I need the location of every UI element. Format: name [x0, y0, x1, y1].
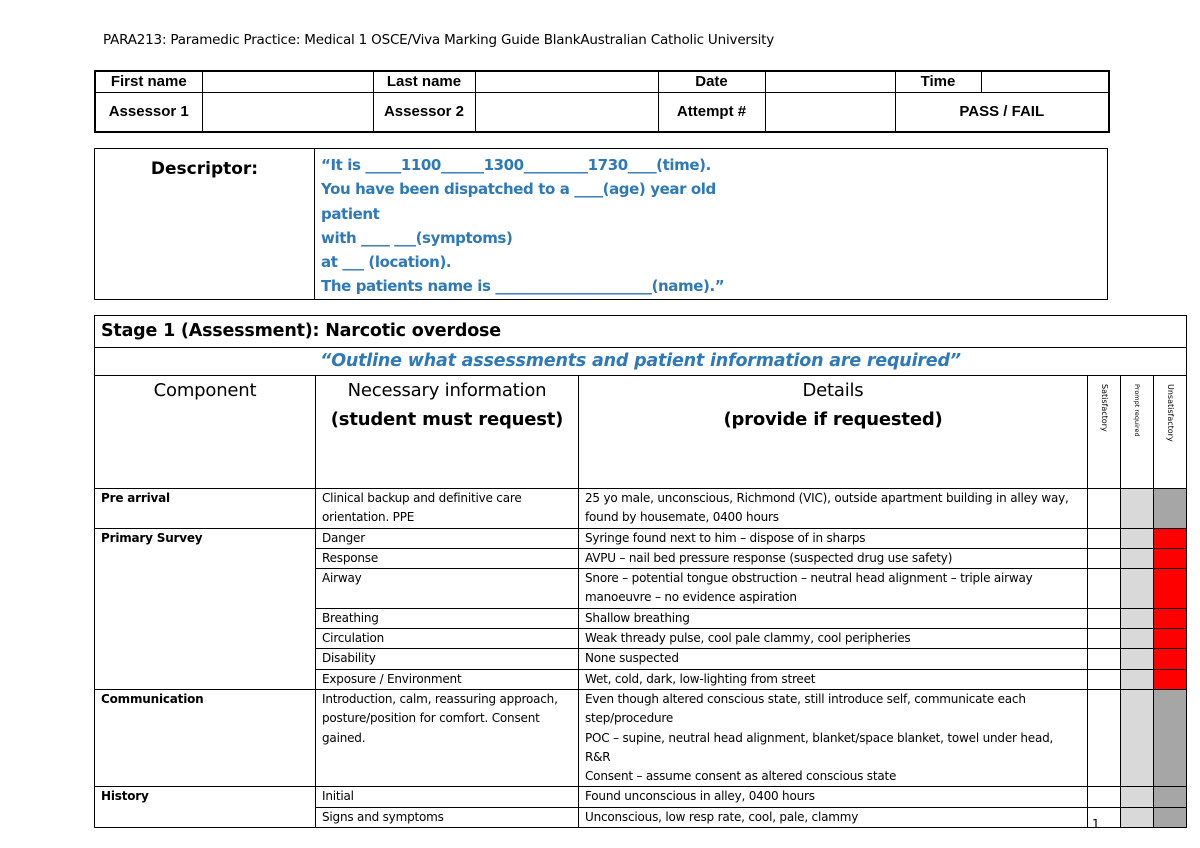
descriptor-line-5: at ___ (location). — [321, 253, 452, 272]
unsatisfactory-checkbox[interactable] — [1154, 807, 1187, 827]
satisfactory-checkbox[interactable] — [1088, 489, 1121, 529]
satisfactory-checkbox[interactable] — [1088, 528, 1121, 548]
first-name-field[interactable] — [202, 71, 373, 92]
necessary-info-cell: Circulation — [316, 629, 579, 649]
unsatisfactory-header-label: Unsatisfactory — [1166, 384, 1176, 442]
component-cell: Primary Survey — [95, 528, 316, 689]
details-line: Even though altered conscious state, still introduce self, communicate each step/procedure — [585, 691, 1026, 726]
component-cell: History — [95, 787, 316, 828]
assessor2-label: Assessor 2 — [373, 92, 475, 132]
unsatisfactory-checkbox[interactable] — [1154, 787, 1187, 807]
table-row — [95, 489, 1187, 529]
date-field[interactable] — [765, 71, 895, 92]
prompt-required-checkbox[interactable] — [1121, 528, 1154, 548]
satisfactory-header-label: Satisfactory — [1100, 384, 1109, 432]
details-cell: 25 yo male, unconscious, Richmond (VIC), outside apartment building in alley way, found by housemate, 0400 hours — [579, 489, 1088, 529]
descriptor-divider — [314, 149, 315, 299]
time-label: Time — [895, 71, 981, 92]
component-cell: Pre arrival — [95, 489, 316, 529]
details-line: Consent – assume consent as altered conscious state — [585, 769, 897, 784]
details-cell: Snore – potential tongue obstruction – neutral head alignment – triple airway manoeuvre – no evidence aspiration — [579, 569, 1088, 609]
prompt-required-checkbox[interactable] — [1121, 629, 1154, 649]
details-cell: Wet, cold, dark, low-lighting from street — [579, 669, 1088, 689]
descriptor-line-2: You have been dispatched to a ____(age) year old — [321, 180, 716, 199]
prompt-header-label: Prompt required — [1133, 384, 1141, 437]
prompt-required-checkbox[interactable] — [1121, 569, 1154, 609]
last-name-field[interactable] — [475, 71, 658, 92]
descriptor-label: Descriptor: — [150, 159, 259, 179]
satisfactory-checkbox[interactable] — [1088, 689, 1121, 786]
prompt-required-checkbox[interactable] — [1121, 689, 1154, 786]
prompt-required-checkbox[interactable] — [1121, 649, 1154, 669]
descriptor-line-4: with ____ ___(symptoms) — [321, 228, 513, 247]
satisfactory-checkbox[interactable] — [1088, 787, 1121, 807]
unsatisfactory-critical-checkbox[interactable] — [1154, 669, 1187, 689]
unsatisfactory-critical-checkbox[interactable] — [1154, 649, 1187, 669]
assessor2-field[interactable] — [475, 92, 658, 132]
details-cell: Syringe found next to him – dispose of in sharps — [579, 528, 1088, 548]
assessor1-field[interactable] — [202, 92, 373, 132]
table-row — [95, 787, 1187, 807]
unsatisfactory-critical-checkbox[interactable] — [1154, 608, 1187, 628]
last-name-label: Last name — [373, 71, 475, 92]
attempt-label: Attempt # — [658, 92, 765, 132]
stage-subtitle: “Outline what assessments and patient information are required” — [95, 348, 1187, 376]
unsatisfactory-header — [1154, 376, 1187, 489]
necessary-info-cell: Exposure / Environment — [316, 669, 579, 689]
necessary-info-cell: Introduction, calm, reassuring approach, posture/position for comfort. Consent gained. — [316, 689, 579, 786]
attempt-field[interactable] — [765, 92, 895, 132]
prompt-header — [1121, 376, 1154, 489]
details-cell: Found unconscious in alley, 0400 hours — [579, 787, 1088, 807]
component-header-label: Component — [153, 380, 257, 401]
time-field[interactable] — [981, 71, 1109, 92]
satisfactory-checkbox[interactable] — [1088, 629, 1121, 649]
necessary-info-cell: Danger — [316, 528, 579, 548]
details-line: POC – supine, neutral head alignment, blanket/space blanket, towel under head, R&R — [585, 730, 1054, 764]
descriptor-line-6: The patients name is ______________________(name).” — [321, 277, 725, 296]
prompt-required-checkbox[interactable] — [1121, 669, 1154, 689]
prompt-required-checkbox[interactable] — [1121, 787, 1154, 807]
details-cell: Unconscious, low resp rate, cool, pale, clammy — [579, 807, 1088, 827]
first-name-label: First name — [95, 71, 202, 92]
unsatisfactory-checkbox[interactable] — [1154, 489, 1187, 529]
info-header — [316, 376, 579, 489]
table-row — [95, 689, 1187, 786]
details-header-line2: (provide if requested) — [723, 409, 943, 430]
prompt-required-checkbox[interactable] — [1121, 548, 1154, 568]
prompt-required-checkbox[interactable] — [1121, 807, 1154, 827]
necessary-info-cell: Signs and symptoms — [316, 807, 579, 827]
prompt-required-checkbox[interactable] — [1121, 489, 1154, 529]
table-row — [95, 528, 1187, 548]
prompt-required-checkbox[interactable] — [1121, 608, 1154, 628]
info-header-line1: Necessary information — [347, 380, 547, 401]
necessary-info-cell: Clinical backup and definitive care orientation. PPE — [316, 489, 579, 529]
details-cell: Weak thready pulse, cool pale clammy, cool peripheries — [579, 629, 1088, 649]
details-cell — [579, 689, 1088, 786]
unsatisfactory-checkbox[interactable] — [1154, 689, 1187, 786]
component-header — [95, 376, 316, 489]
assessor1-label: Assessor 1 — [95, 92, 202, 132]
necessary-info-cell: Initial — [316, 787, 579, 807]
details-header — [579, 376, 1088, 489]
date-label: Date — [658, 71, 765, 92]
page-number: 1 — [1092, 817, 1100, 831]
satisfactory-checkbox[interactable] — [1088, 608, 1121, 628]
necessary-info-cell: Disability — [316, 649, 579, 669]
document-header: PARA213: Paramedic Practice: Medical 1 OSCE/Viva Marking Guide BlankAustralian Catholic University — [103, 32, 775, 48]
descriptor-line-3: patient — [321, 204, 380, 223]
stage-assessment-table — [94, 315, 1187, 828]
component-cell: Communication — [95, 689, 316, 786]
descriptor-cell — [95, 149, 1108, 300]
stage-title: Stage 1 (Assessment): Narcotic overdose — [95, 316, 1187, 348]
unsatisfactory-critical-checkbox[interactable] — [1154, 528, 1187, 548]
info-header-line2: (student must request) — [330, 409, 564, 430]
necessary-info-cell: Airway — [316, 569, 579, 609]
unsatisfactory-critical-checkbox[interactable] — [1154, 629, 1187, 649]
details-cell: None suspected — [579, 649, 1088, 669]
unsatisfactory-critical-checkbox[interactable] — [1154, 548, 1187, 568]
unsatisfactory-critical-checkbox[interactable] — [1154, 569, 1187, 609]
necessary-info-cell: Breathing — [316, 608, 579, 628]
details-header-line1: Details — [802, 380, 864, 401]
pass-fail-label[interactable]: PASS / FAIL — [895, 92, 1109, 132]
descriptor-line-1: “It is _____1100______1300_________1730____(time). — [321, 156, 711, 174]
details-cell: Shallow breathing — [579, 608, 1088, 628]
satisfactory-checkbox[interactable] — [1088, 669, 1121, 689]
satisfactory-checkbox[interactable] — [1088, 649, 1121, 669]
satisfactory-checkbox[interactable] — [1088, 569, 1121, 609]
descriptor-table — [94, 148, 1108, 300]
satisfactory-header — [1088, 376, 1121, 489]
necessary-info-cell: Response — [316, 548, 579, 568]
details-cell: AVPU – nail bed pressure response (suspected drug use safety) — [579, 548, 1088, 568]
satisfactory-checkbox[interactable] — [1088, 548, 1121, 568]
candidate-info-table — [94, 70, 1110, 133]
